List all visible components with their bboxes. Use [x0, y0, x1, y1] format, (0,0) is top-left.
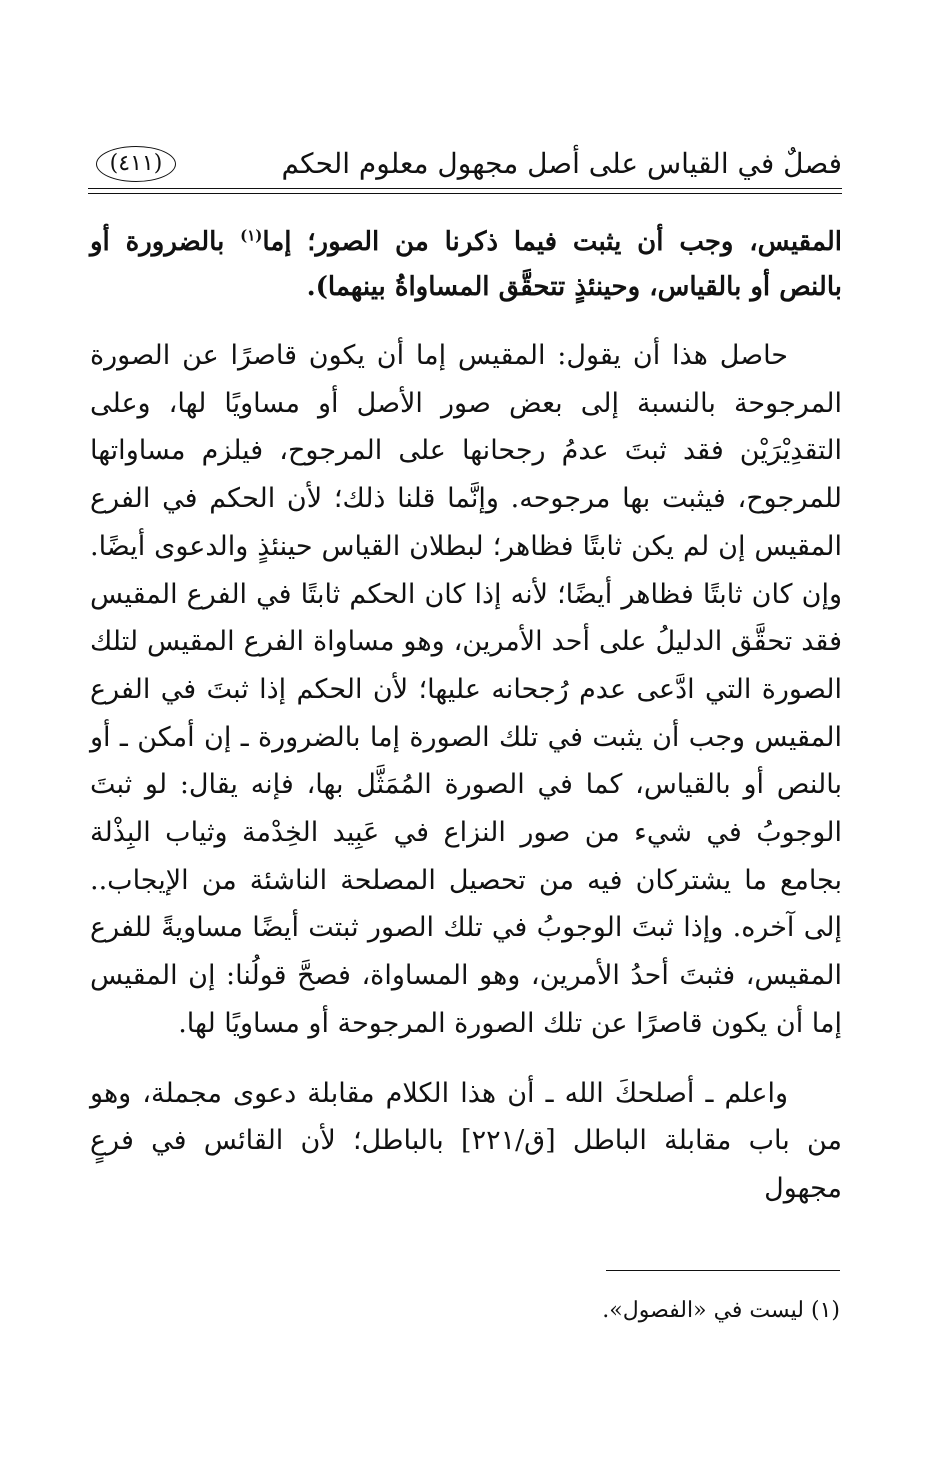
header-rule — [88, 188, 842, 194]
paragraph-explanation: حاصل هذا أن يقول: المقيس إما أن يكون قاصرًا عن الصورة المرجوحة بالنسبة إلى بعض صور الأصل أو مساويًا لها، وعلى التقدِيْرَيْن فقد ثبتَ عدمُ رجحانها على المرجوح، فيلزم مساواتها للمرجوح، فيثبت بها مرجوحه. وإنَّما قلنا ذلك؛ لأن الحكم في الفرع المقيس إن لم يكن ثابتًا فظاهر؛ لبطلان القياس حينئذٍ والدعوى أيضًا. وإن كان ثابتًا فظاهر أيضًا؛ لأنه إذا كان الحكم ثابتًا في الفرع المقيس فقد تحقَّق الدليلُ على أحد الأمرين، وهو مساواة الفرع المقيس لتلك الصورة التي ادَّعى عدم رُجحانه عليها؛ لأن الحكم إذا ثبتَ في الفرع المقيس وجب أن يثبت في تلك الصورة إما بالضرورة ـ إن أمكن ـ أو بالنص أو بالقياس، كما في الصورة المُمَثَّل بها، فإنه يقال: لو ثبتَ الوجوبُ في شيء من صور النزاع في عَبِيد الخِدْمة وثياب البِذْلة بجامع ما يشتركان فيه من تحصيل المصلحة الناشئة من الإيجاب.. إلى آخره. وإذا ثبتَ الوجوبُ في تلك الصور ثبتت أيضًا مساويةً للفرع المقيس، فثبتَ أحدُ الأمرين، وهو المساواة، فصحَّ قولُنا: إن المقيس إما أن يكون قاصرًا عن تلك الصورة المرجوحة أو مساويًا لها. — [90, 340, 842, 1039]
running-header — [88, 140, 842, 188]
paragraph-quoted-text-cont: بالضرورة أو بالنص أو بالقياس، وحينئذٍ تتحقَّق المساواةُ بينهما). — [90, 227, 842, 302]
paragraph-note: واعلم ـ أصلحكَ الله ـ أن هذا الكلام مقابلة دعوى مجملة، وهو من باب مقابلة الباطل [ق/٢٢١] بالباطل؛ لأن القائس في فرعٍ مجهول — [90, 1077, 842, 1204]
paragraph-quoted — [90, 220, 842, 310]
footnote: (١) ليست في «الفصول». — [602, 1298, 840, 1323]
chapter-title: فصلٌ في القياس على أصل مجهول معلوم الحكم — [281, 147, 842, 180]
footnote-marker: (١) — [240, 226, 263, 245]
main-text — [90, 208, 842, 1213]
page-number-badge: (٤١١) — [96, 146, 176, 182]
footnote-divider — [606, 1270, 840, 1271]
paragraph-quoted-text: المقيس، وجب أن يثبت فيما ذكرنا من الصور؛ إما — [262, 227, 843, 257]
